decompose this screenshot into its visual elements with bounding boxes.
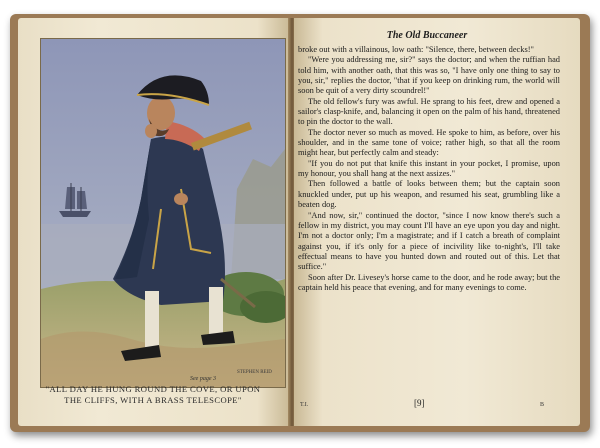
paragraph: "Were you addressing me, sir?" says the doctor; and when the ruffian had told him, with another oath, that this was so, "I have only one thing to say to you, sir," replies the doctor, "that if you keep on drinking rum, the world will soon be quit of a very dirty scoundrel!" bbox=[298, 55, 560, 96]
page-number: [9] bbox=[414, 398, 425, 408]
paragraph: broke out with a villainous, low oath: "Silence, there, between decks!" bbox=[298, 45, 534, 54]
paragraph: "If you do not put that knife this instant in your pocket, I promise, upon my honour, you shall hang at the next assizes." bbox=[298, 158, 560, 179]
caption-line-2: THE CLIFFS, WITH A BRASS TELESCOPE" bbox=[64, 395, 242, 405]
paragraph: Soon after Dr. Livesey's horse came to the door, and he rode away; but the captain held his peace that evening, and for many evenings to come. bbox=[298, 272, 560, 292]
running-head: The Old Buccaneer bbox=[386, 30, 468, 41]
paragraph: The old fellow's fury was awful. He sprang to his feet, drew and opened a sailor's clasp-knife, and, balancing it open on the palm of his hand, threatened to pin the doctor to the wall. bbox=[298, 96, 560, 127]
gathering-mark: B bbox=[540, 402, 545, 408]
body-text bbox=[298, 45, 560, 293]
see-page-note: See page 3 bbox=[190, 376, 216, 382]
paragraph: The doctor never so much as moved. He spoke to him, as before, over his shoulder, and in the same tone of voice; rather high, so that all the room might hear, but perfectly calm and steady: bbox=[298, 127, 560, 158]
illustration-plate bbox=[40, 38, 286, 388]
paragraph: Then followed a battle of looks between them; but the captain soon knuckled under, put up his weapon, and resumed his seat, grumbling like a beaten dog. bbox=[298, 179, 560, 210]
pirate-illustration bbox=[41, 39, 285, 387]
caption-line-1: "ALL DAY HE HUNG ROUND THE COVE, OR UPON bbox=[45, 384, 261, 394]
artist-signature: STEPHEN REID bbox=[237, 370, 272, 375]
signature-mark: T.I. bbox=[300, 402, 309, 408]
paragraph: "And now, sir," continued the doctor, "since I now know there's such a fellow in my district, you may count I'll have an eye upon you day and night. I'm not a doctor only; I'm a magistrate; and if I catch a breath of complaint against you, if it's only for a piece of incivility like to-night's, I'll take effectual means to have you hunted down and routed out of this. Let that suffice." bbox=[298, 210, 560, 272]
illustration-caption bbox=[28, 384, 278, 406]
